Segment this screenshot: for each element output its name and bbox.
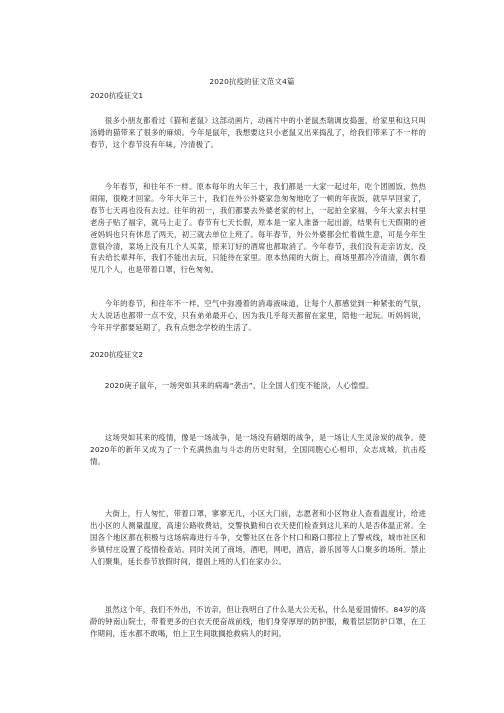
paragraph-6: 大街上，行人匆忙，带着口罩，寥寥无几，小区大门前，志愿者和小区物业人查看温度计，给进出小区的人测量温度，高速公路收费站，交警执勤和白衣天使们检查到这儿来的人是否体温正常。全国各个地区都在积极与这场病毒进行斗争，交警社区在各个村口和路口都拉上了警戒线，城市社区和乡镇村庄设置了疫情检查站。同时关闭了商场，酒吧，网吧，酒店，游乐园等人口聚多的场所。禁止人们聚集，延长春节放假时间，提倡上班的人们在家办公。 bbox=[90, 509, 426, 566]
document-title: 2020抗疫的征文范文4篇 bbox=[209, 77, 295, 86]
paragraph-1: 很多小朋友都看过《猫和老鼠》这部动画片，动画片中的小老鼠杰瑞调皮捣蛋，给家里和这只叫汤姆的猫带来了很多的麻烦。今年是鼠年，我想要这只小老鼠又出来捣乱了，给我们带来了不一样的春节，这个春节没有年味，冷清极了。 bbox=[90, 116, 426, 149]
paragraph-4: 2020庚子鼠年，一场突如其来的病毒“袭击”，让全国人们变不能淡，人心惶惶。 bbox=[104, 381, 374, 390]
paragraph-3: 今年的春节，和往年不一样。空气中弥漫着的消毒液味道，让每个人都感觉到一种紧张的气氛，大人说话也都带一点不安，只有弟弟最开心，因为我几乎每天都留在家里，陪他一起玩。听妈妈说，今年开学都要延期了，我有点想念学校的生活了。 bbox=[90, 299, 426, 332]
paragraph-2: 今年春节，和往年不一样。原本每年的大年三十，我们都是一大家一起过年，吃个团圆饭，热热闹闹，很晚才回家。今年大年三十，我们在外公外婆家急匆匆地吃了一顿的年夜饭，就早早回家了，春节七天再也没有去过。往年的初一，我们都要去外婆老家的村上，一起拍全家福，今年大家去村里老房子贴了福字，就马上走了。春节有七天长假，原本是一家人准备一起出游，结果有七天假期的爸爸妈妈也只有休息了两天，初三就去单位上班了。每年春节，外公外婆都会忙着做生意，可是今年生意很冷清，菜场上没有几个人买菜，原来订好的酒席也都取消了。今年春节，我们没有走亲访友，没有去给长辈拜年，我们不能出去玩，只能待在家里。原本热闹的大街上，商场里都冷冷清清，偶尔看见几个人，也是带着口罩，行色匆匆。 bbox=[90, 182, 426, 275]
section-heading-2: 2020抗疫征文2 bbox=[90, 350, 144, 359]
paragraph-7: 虽然这个年，我们不外出，不访亲，但让我明白了什么是大公无私，什么是爱国情怀。84岁的高龄的钟南山院士，带着更多的白衣天使奋战前线，他们身穿厚厚的防护服，戴着层层防护口罩，在工作期间，连水都不敢喝，怕上卫生间耽搁抢救病人的时间。 bbox=[90, 605, 426, 638]
section-heading-1: 2020抗疫征文1 bbox=[90, 91, 144, 100]
paragraph-5: 这场突如其来的疫情，像是一场战争，是一场没有硝烟的战争，是一场让人生灵涂炭的战争。使2020年的新年又成为了一个充满热血与斗志的历史时刻，全国同胞心心相印，众志成城，抗击疫情。 bbox=[90, 433, 426, 466]
